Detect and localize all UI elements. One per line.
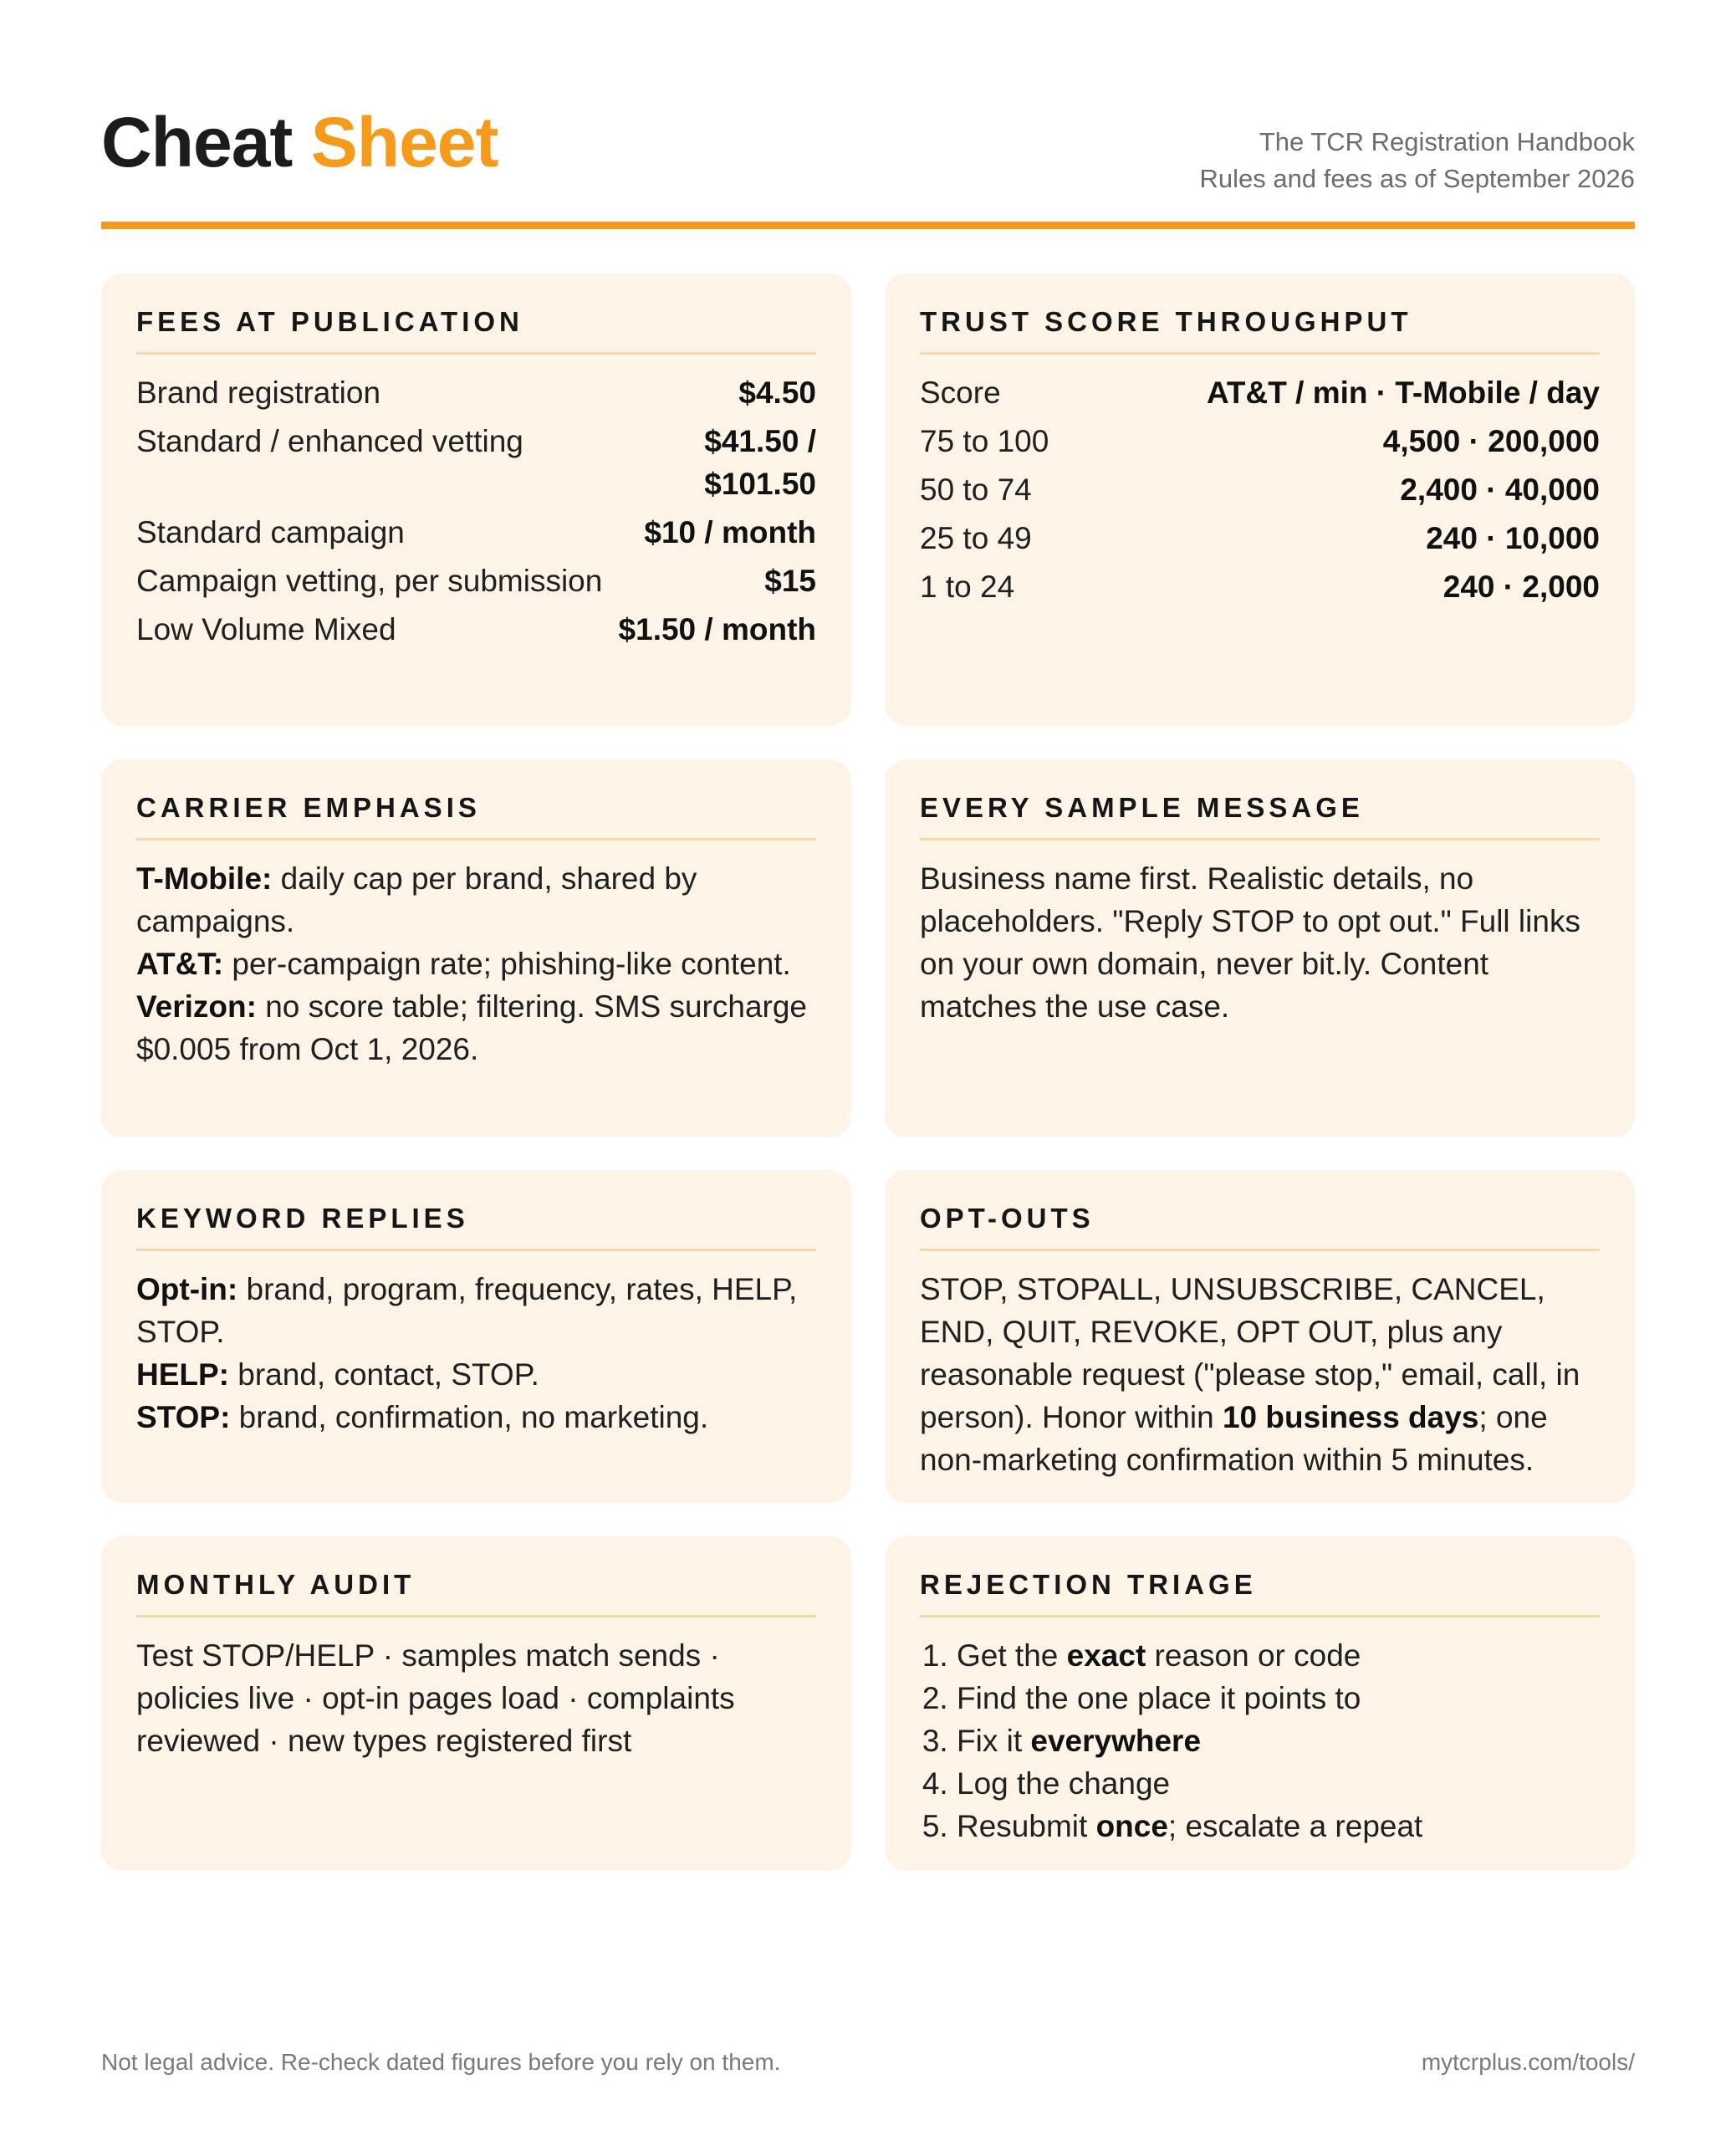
fee-value: $1.50 / month xyxy=(618,612,816,646)
trust-row xyxy=(920,468,1600,511)
fee-label: Brand registration xyxy=(136,376,381,410)
trust-throughput: 240 · 2,000 xyxy=(1442,570,1600,604)
trust-throughput: 4,500 · 200,000 xyxy=(1382,424,1600,458)
carrier-item xyxy=(136,985,816,1070)
fee-label: Standard / enhanced vetting xyxy=(136,424,523,458)
audit-text: Test STOP/HELP · samples match sends · policies live · opt-in pages load · complaints reviewed · new types registered first xyxy=(136,1638,735,1758)
title-word-sheet: Sheet xyxy=(310,103,498,181)
carrier-note: daily cap per brand, shared by campaigns. xyxy=(136,861,697,938)
opt-outs-deadline: 10 business days xyxy=(1222,1400,1479,1434)
keyword-name: Opt-in: xyxy=(136,1272,238,1306)
subtitle-handbook: The TCR Registration Handbook xyxy=(1259,127,1635,156)
card-heading: TRUST SCORE THROUGHPUT xyxy=(920,305,1600,355)
carrier-list xyxy=(136,857,816,1070)
trust-row xyxy=(920,565,1600,608)
keyword-note: brand, program, frequency, rates, HELP, STOP. xyxy=(136,1272,798,1349)
carrier-item xyxy=(136,943,816,985)
card-rejection-triage xyxy=(885,1536,1635,1871)
card-heading: MONTHLY AUDIT xyxy=(136,1568,816,1617)
keyword-note: brand, confirmation, no marketing. xyxy=(230,1400,709,1434)
title-word-cheat: Cheat xyxy=(101,103,293,181)
keyword-item xyxy=(136,1396,816,1438)
keyword-name: STOP: xyxy=(136,1400,231,1434)
trust-throughput: 2,400 · 40,000 xyxy=(1400,473,1600,507)
card-heading: CARRIER EMPHASIS xyxy=(136,791,816,841)
fee-value: $15 xyxy=(764,564,816,598)
trust-column-throughput: AT&T / min · T-Mobile / day xyxy=(1206,376,1600,410)
card-sample-message xyxy=(885,759,1635,1137)
trust-table xyxy=(920,371,1600,608)
trust-score-range: 50 to 74 xyxy=(920,473,1032,507)
card-heading: KEYWORD REPLIES xyxy=(136,1202,816,1251)
sample-message-text: Business name first. Realistic details, no placeholders. "Reply STOP to opt out." Full links on your own domain, never bit.ly. Content matches the use case. xyxy=(920,861,1580,1024)
cheat-sheet-page xyxy=(101,0,1635,2141)
fee-value: $4.50 xyxy=(738,376,816,410)
triage-steps xyxy=(920,1634,1600,1847)
card-carrier-emphasis xyxy=(101,759,851,1137)
trust-row xyxy=(920,420,1600,462)
fee-label: Campaign vetting, per submission xyxy=(136,564,603,598)
trust-column-score: Score xyxy=(920,376,1001,410)
opt-outs-text xyxy=(920,1268,1600,1481)
header-subtitle xyxy=(1200,124,1635,197)
carrier-note: no score table; filtering. SMS surcharge $0.005 from Oct 1, 2026. xyxy=(136,989,808,1066)
triage-step: 3. Fix it everywhere xyxy=(957,1719,1600,1762)
triage-step: 5. Resubmit once; escalate a repeat xyxy=(957,1805,1600,1847)
trust-score-range: 1 to 24 xyxy=(920,570,1015,604)
keyword-item xyxy=(136,1268,816,1353)
keyword-name: HELP: xyxy=(136,1357,229,1392)
fee-row xyxy=(136,511,816,554)
footer-link[interactable]: mytcrplus.com/tools/ xyxy=(1421,2049,1635,2075)
card-trust-score xyxy=(885,273,1635,726)
carrier-name: Verizon: xyxy=(136,989,257,1024)
subtitle-date: Rules and fees as of September 2026 xyxy=(1199,164,1635,193)
page-title xyxy=(101,103,498,181)
fee-label: Standard campaign xyxy=(136,515,405,549)
trust-throughput: 240 · 10,000 xyxy=(1426,521,1600,555)
opt-outs-confirmation: ; one non-marketing confirmation within 5 minutes. xyxy=(920,1400,1548,1477)
keyword-item xyxy=(136,1353,816,1396)
fee-row xyxy=(136,371,816,414)
carrier-name: T-Mobile: xyxy=(136,861,273,896)
opt-outs-keywords: STOP, STOPALL, UNSUBSCRIBE, CANCEL, END, QUIT, REVOKE, OPT OUT, plus any reasonable request ("please stop," email, call, in person). Honor within xyxy=(920,1272,1580,1434)
card-heading: OPT-OUTS xyxy=(920,1202,1600,1251)
triage-step: 1. Get the exact reason or code xyxy=(957,1634,1600,1677)
card-keyword-replies xyxy=(101,1170,851,1503)
carrier-note: per-campaign rate; phishing-like content. xyxy=(223,947,791,981)
fee-row xyxy=(136,560,816,602)
card-fees xyxy=(101,273,851,726)
card-opt-outs xyxy=(885,1170,1635,1503)
footer-disclaimer: Not legal advice. Re-check dated figures before you rely on them. xyxy=(101,2049,781,2075)
fee-value: $41.50 / $101.50 xyxy=(704,424,816,501)
carrier-item xyxy=(136,857,816,943)
card-monthly-audit xyxy=(101,1536,851,1871)
carrier-name: AT&T: xyxy=(136,947,224,981)
fee-row xyxy=(136,608,816,651)
keyword-note: brand, contact, STOP. xyxy=(229,1357,539,1392)
card-heading: REJECTION TRIAGE xyxy=(920,1568,1600,1617)
card-heading: EVERY SAMPLE MESSAGE xyxy=(920,791,1600,841)
triage-step: 4. Log the change xyxy=(957,1762,1600,1805)
trust-score-range: 75 to 100 xyxy=(920,424,1049,458)
keyword-list xyxy=(136,1268,816,1438)
card-heading: FEES AT PUBLICATION xyxy=(136,305,816,355)
trust-score-range: 25 to 49 xyxy=(920,521,1032,555)
trust-header-row xyxy=(920,371,1600,414)
fee-row xyxy=(136,420,816,505)
header-divider xyxy=(101,222,1635,229)
fee-label: Low Volume Mixed xyxy=(136,612,396,646)
trust-row xyxy=(920,517,1600,560)
fees-table xyxy=(136,371,816,651)
page-header xyxy=(101,100,1635,217)
fee-value: $10 / month xyxy=(644,515,816,549)
triage-step: 2. Find the one place it points to xyxy=(957,1677,1600,1719)
